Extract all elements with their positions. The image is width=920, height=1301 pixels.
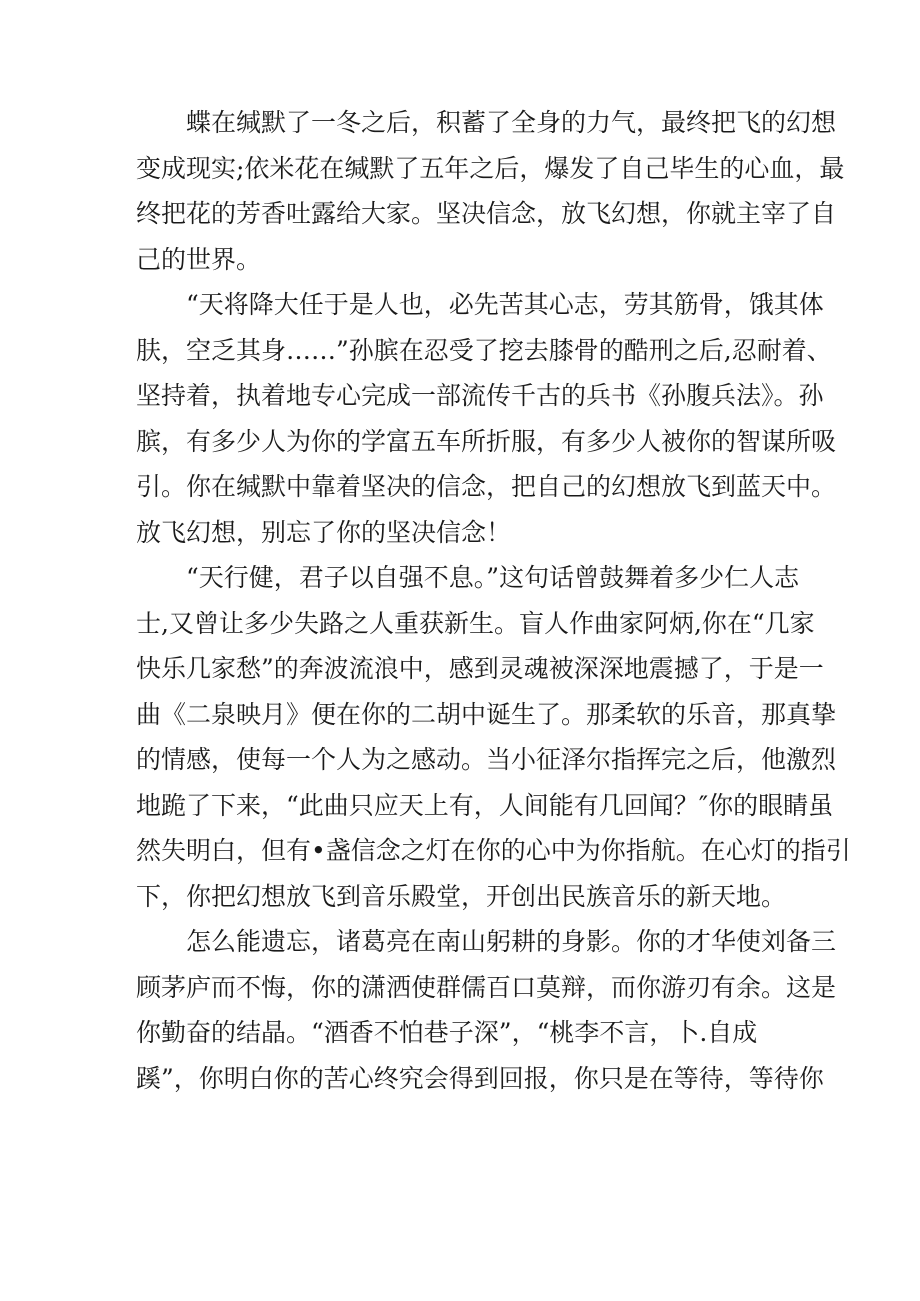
text-line: 你勤奋的结晶。“酒香不怕巷子深”，“桃李不言，卜.自成 xyxy=(136,1018,758,1047)
paragraph-4 xyxy=(136,919,837,1101)
paragraph-1 xyxy=(136,100,845,282)
text-line: 肤，空乏其身……”孙膑在忍受了挖去膝骨的酷刑之后,忍耐着、 xyxy=(136,335,832,365)
text-line: 变成现实;依米花在缄默了五年之后，爆发了自己毕生的心血，最 xyxy=(136,153,845,183)
text-line: “天行健，君子以自强不息。”这句话曾鼓舞着多少仁人志 xyxy=(186,563,800,592)
text-line: 的情感，使每一个人为之感动。当小征泽尔指挥完之后，他激烈 xyxy=(136,745,837,774)
text-line: “天将降大任于是人也，必先苦其心志，劳其筋骨，饿其体 xyxy=(186,290,824,319)
text-line: 膑，有多少人为你的学富五车所折服，有多少人被你的智谋所吸 xyxy=(136,426,837,456)
text-line: 蝶在缄默了一冬之后，积蓄了全身的力气，最终把飞的幻想 xyxy=(186,108,837,137)
text-line: 下，你把幻想放飞到音乐殿堂，开创出民族音乐的新天地。 xyxy=(136,881,787,911)
paragraph-3 xyxy=(136,555,851,919)
text-line: 地跪了下来，“此曲只应天上有，人间能有几回闻？″你的眼睛虽 xyxy=(136,790,834,820)
text-line: 引。你在缄默中靠着坚决的信念，把自己的幻想放飞到蓝天中。 xyxy=(136,472,837,501)
text-line: 士,又曾让多少失路之人重获新生。盲人作曲家阿炳,你在“几家 xyxy=(136,608,815,638)
body-text xyxy=(136,100,851,1101)
text-line: 然失明白，但有•盏信念之灯在你的心中为你指航。在心灯的指引 xyxy=(136,836,851,865)
text-line: 曲《二泉映月》便在你的二胡中诞生了。那柔软的乐音，那真挚 xyxy=(136,699,837,729)
text-line: 怎么能遗忘，诸葛亮在南山躬耕的身影。你的才华使刘备三 xyxy=(186,927,837,956)
text-line: 终把花的芳香吐露给大家。坚决信念，放飞幻想，你就主宰了自 xyxy=(136,199,837,228)
text-line: 顾茅庐而不悔，你的潇洒使群儒百口莫辩，而你游刃有余。这是 xyxy=(136,972,837,1002)
text-line: 坚持着，执着地专心完成一部流传千古的兵书《孙腹兵法》。孙 xyxy=(136,381,824,410)
text-line: 蹊”，你明白你的苦心终究会得到回报，你只是在等待，等待你 xyxy=(136,1063,824,1093)
paragraph-2 xyxy=(136,282,837,555)
text-line: 放飞幻想，别忘了你的坚决信念！ xyxy=(136,517,512,547)
text-line: 快乐几家愁”的奔波流浪中，感到灵魂被深深地震撼了，于是一 xyxy=(136,654,824,683)
text-line: 己的世界。 xyxy=(136,244,262,274)
